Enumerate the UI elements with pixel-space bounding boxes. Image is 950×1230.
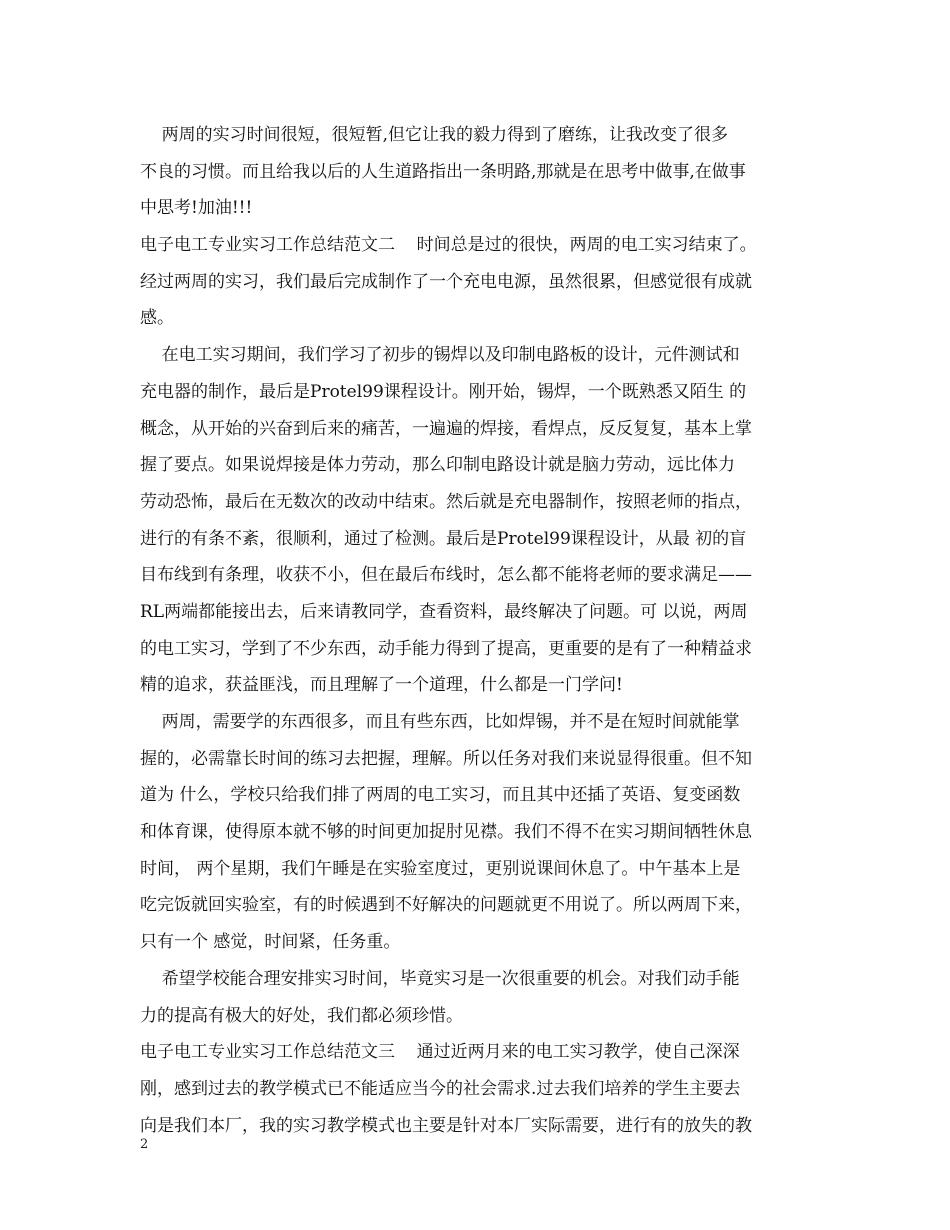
- text-line: 概念，从开始的兴奋到后来的痛苦，一遍遍的焊接，看焊点，反反复复，基本上掌: [140, 418, 752, 439]
- text-line: 在电工实习期间，我们学习了初步的锡焊以及印制电路板的设计，元件测试和: [140, 345, 740, 366]
- text-line: 握了要点。如果说焊接是体力劳动，那么印制电路设计就是脑力劳动，远比体力: [140, 455, 735, 476]
- text-line: 两周的实习时间很短，很短暂,但它让我的毅力得到了磨练，让我改变了很多: [140, 125, 729, 145]
- text-line: 吃完饭就回实验室，有的时候遇到不好解决的问题就更不用说了。所以两周下来，: [140, 895, 752, 916]
- text-line: 希望学校能合理安排实习时间，毕竟实习是一次很重要的机会。对我们动手能: [140, 968, 740, 989]
- text-line: 经过两周的实习，我们最后完成制作了一个充电电源，虽然很累，但感觉很有成就: [140, 271, 752, 292]
- text-line: 两周，需要学的东西很多，而且有些东西，比如焊锡，并不是在短时间就能掌: [140, 712, 740, 732]
- body-text: [140, 117, 830, 1144]
- text-line: 电子电工专业实习工作总结范文二 时间总是过的很快，两周的电工实习结束了。: [140, 235, 757, 256]
- text-line: 不良的习惯。而且给我以后的人生道路指出一条明路,那就是在思考中做事,在做事: [140, 161, 746, 182]
- text-line: 的电工实习，学到了不少东西，动手能力得到了提高，更重要的是有了一种精益求: [140, 638, 752, 659]
- text-line: 劳动恐怖，最后在无数次的改动中结束。然后就是充电器制作，按照老师的指点，: [140, 491, 752, 512]
- text-line: 只有一个 感觉，时间紧，任务重。: [140, 932, 401, 953]
- text-line: 刚，感到过去的教学模式已不能适应当今的社会需求.过去我们培养的学生主要去: [140, 1078, 741, 1099]
- text-line: 向是我们本厂，我的实习教学模式也主要是针对本厂实际需要，进行有的放失的教: [140, 1115, 752, 1136]
- text-line: 时间， 两个星期，我们午睡是在实验室度过，更别说课间休息了。中午基本上是: [140, 858, 741, 879]
- text-line: 精的追求，获益匪浅，而且理解了一个道理，什么都是一门学问!: [140, 675, 623, 696]
- text-line: 电子电工专业实习工作总结范文三 通过近两月来的电工实习教学，使自己深深: [140, 1042, 740, 1063]
- page-number: 2: [140, 1137, 149, 1152]
- text-line: 进行的有条不紊，很顺利，通过了检测。最后是Protel99课程设计，从最 初的盲: [140, 528, 747, 549]
- text-line: 中思考!加油!!!: [140, 198, 253, 219]
- text-line: 道为 什么，学校只给我们排了两周的电工实习，而且其中还插了英语、复变函数: [140, 785, 741, 806]
- text-line: 握的，必需靠长时间的练习去把握，理解。所以任务对我们来说显得很重。但不知: [140, 748, 752, 769]
- text-line: 力的提高有极大的好处，我们都必须珍惜。: [140, 1005, 463, 1026]
- text-line: 充电器的制作，最后是Protel99课程设计。刚开始，锡焊，一个既熟悉又陌生 的: [140, 381, 747, 402]
- text-line: 目布线到有条理，收获不小，但在最后布线时，怎么都不能将老师的要求满足——: [140, 565, 752, 586]
- text-line: 和体育课，使得原本就不够的时间更加捉肘见襟。我们不得不在实习期间牺牲休息: [140, 822, 752, 843]
- text-line: 感。: [140, 308, 174, 329]
- text-line: RL两端都能接出去，后来请教同学，查看资料，最终解决了问题。可 以说，两周: [140, 601, 748, 622]
